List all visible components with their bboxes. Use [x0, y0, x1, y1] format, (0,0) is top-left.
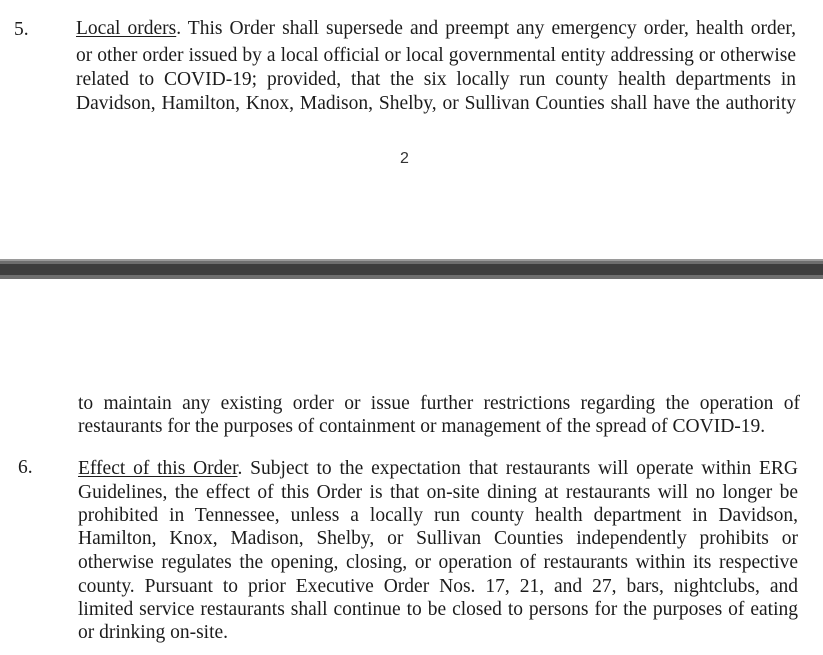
item-5-line-1-text: . This Order shall supersede and preempt any emergency order, health order,	[176, 18, 796, 39]
item-6-heading: Effect of this Order	[78, 458, 238, 479]
continuation-line-2: restaurants for the purposes of containment or management of the spread of COVID-19.	[78, 416, 766, 437]
item-6-line-1	[78, 458, 798, 480]
item-5-line-1	[76, 18, 796, 40]
item-5-number: 5.	[14, 19, 29, 40]
item-6-line-7: limited service restaurants shall continue to be closed to persons for the purposes of eating	[78, 599, 798, 620]
item-5-heading: Local orders	[76, 18, 177, 39]
item-6-line-5: otherwise regulates the opening, closing, or operation of restaurants within its respective	[78, 552, 798, 573]
item-6-line-4: Hamilton, Knox, Madison, Shelby, or Sullivan Counties independently prohibits or	[78, 528, 798, 549]
item-5-line-4: Davidson, Hamilton, Knox, Madison, Shelby, or Sullivan Counties shall have the authority	[76, 93, 796, 114]
page-break-core	[0, 264, 823, 275]
page-break-highlight	[0, 259, 823, 261]
continuation-line-1: to maintain any existing order or issue further restrictions regarding the operation of	[78, 393, 800, 414]
item-6-line-8: or drinking on-site.	[78, 622, 229, 643]
item-6-line-6: county. Pursuant to prior Executive Order Nos. 17, 21, and 27, bars, nightclubs, and	[78, 576, 798, 597]
item-6-line-2: Guidelines, the effect of this Order is that on-site dining at restaurants will no longer be	[78, 482, 798, 503]
item-6-line-3: prohibited in Tennessee, unless a locally run county health department in Davidson,	[78, 505, 798, 526]
item-5-line-3: related to COVID-19; provided, that the six locally run county health departments in	[76, 69, 796, 90]
item-5-line-2: or other order issued by a local official or local governmental entity addressing or otherwise	[76, 45, 796, 66]
page-number: 2	[400, 150, 409, 167]
item-6-number: 6.	[18, 457, 33, 478]
item-6-line-1-text: . Subject to the expectation that restaurants will operate within ERG	[237, 458, 798, 479]
